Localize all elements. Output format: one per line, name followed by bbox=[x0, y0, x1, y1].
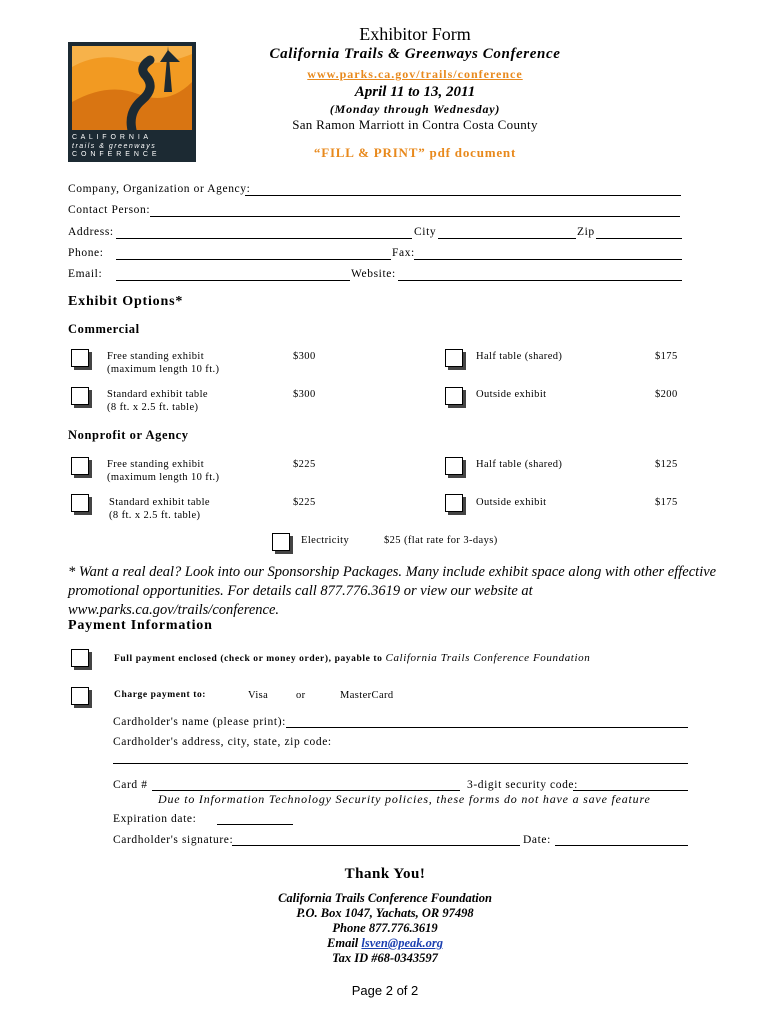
commercial-heading: Commercial bbox=[68, 322, 140, 336]
expiration-label: Expiration date: bbox=[113, 813, 197, 825]
security-policy-note: Due to Information Technology Security policies, these forms do not have a save feature bbox=[158, 792, 651, 806]
option-price: $225 bbox=[293, 459, 316, 470]
conference-url-link[interactable]: www.parks.ca.gov/trails/conference bbox=[307, 67, 523, 81]
zip-field[interactable] bbox=[596, 238, 682, 239]
card-number-label: Card # bbox=[113, 779, 148, 791]
footer-phone: Phone 877.776.3619 bbox=[332, 921, 438, 935]
mastercard-option[interactable]: MasterCard bbox=[340, 690, 394, 701]
conference-venue: San Ramon Marriott in Contra Costa County bbox=[292, 117, 538, 132]
option-label: Outside exhibit bbox=[476, 497, 547, 508]
option-label: Free standing exhibit (maximum length 10 ft.) bbox=[107, 351, 220, 375]
commercial-half-table-checkbox[interactable] bbox=[445, 349, 463, 367]
full-payment-checkbox[interactable] bbox=[71, 649, 89, 667]
commercial-standard-table-checkbox[interactable] bbox=[71, 387, 89, 405]
payment-heading: Payment Information bbox=[68, 618, 213, 633]
fax-field[interactable] bbox=[414, 259, 682, 260]
company-field[interactable] bbox=[245, 195, 681, 196]
footer-org: California Trails Conference Foundation bbox=[278, 891, 492, 905]
cardholder-name-field[interactable] bbox=[286, 727, 688, 728]
sponsorship-note: * Want a real deal? Look into our Sponsorship Packages. Many include exhibit space along with other effective promotional opportunities. For details call 877.776.3619 or view our website at www.parks.ca.gov/trails/conference. bbox=[68, 564, 717, 618]
electricity-price: $25 (flat rate for 3-days) bbox=[384, 535, 498, 546]
charge-payment-label: Charge payment to: bbox=[114, 690, 207, 700]
email-label: Email: bbox=[68, 268, 103, 280]
cardholder-name-label: Cardholder's name (please print): bbox=[113, 716, 286, 728]
expiration-field[interactable] bbox=[217, 824, 293, 825]
option-price: $300 bbox=[293, 351, 316, 362]
conference-logo bbox=[68, 42, 196, 162]
option-price: $175 bbox=[655, 497, 678, 508]
visa-option[interactable]: Visa bbox=[248, 690, 269, 701]
option-price: $175 bbox=[655, 351, 678, 362]
cardholder-address-field[interactable] bbox=[113, 763, 688, 764]
security-code-label: 3-digit security code: bbox=[467, 779, 578, 791]
fax-label: Fax: bbox=[392, 247, 415, 259]
option-label: Standard exhibit table (8 ft. x 2.5 ft. table) bbox=[109, 497, 210, 521]
thank-you: Thank You! bbox=[344, 866, 426, 882]
commercial-outside-checkbox[interactable] bbox=[445, 387, 463, 405]
date-field[interactable] bbox=[555, 845, 688, 846]
email-link[interactable]: lsven@peak.org bbox=[361, 936, 443, 950]
conference-days: (Monday through Wednesday) bbox=[329, 102, 501, 116]
option-label: Free standing exhibit (maximum length 10 ft.) bbox=[107, 459, 220, 483]
fill-print-note: “FILL & PRINT” pdf document bbox=[313, 145, 517, 160]
logo-text: C A L I F O R N I A trails & greenways C O N F E R E N C E bbox=[72, 134, 158, 158]
option-label: Outside exhibit bbox=[476, 389, 547, 400]
zip-label: Zip bbox=[577, 226, 595, 238]
page-number: Page 2 of 2 bbox=[351, 983, 419, 998]
full-payment-text: Full payment enclosed (check or money order), payable to California Trails Conference Foundation bbox=[114, 652, 591, 664]
city-label: City bbox=[414, 226, 437, 238]
address-field[interactable] bbox=[116, 238, 412, 239]
footer-tax-id: Tax ID #68-0343597 bbox=[332, 951, 438, 965]
option-price: $200 bbox=[655, 389, 678, 400]
option-label: Standard exhibit table (8 ft. x 2.5 ft. table) bbox=[107, 389, 208, 413]
nonprofit-heading: Nonprofit or Agency bbox=[68, 428, 189, 442]
security-code-field[interactable] bbox=[573, 790, 688, 791]
email-field[interactable] bbox=[116, 280, 350, 281]
option-price: $300 bbox=[293, 389, 316, 400]
nonprofit-half-table-checkbox[interactable] bbox=[445, 457, 463, 475]
contact-person-label: Contact Person: bbox=[68, 204, 151, 216]
electricity-label: Electricity bbox=[301, 535, 350, 546]
conference-dates: April 11 to 13, 2011 bbox=[354, 84, 476, 100]
nonprofit-outside-checkbox[interactable] bbox=[445, 494, 463, 512]
footer-address: P.O. Box 1047, Yachats, OR 97498 bbox=[296, 906, 474, 920]
option-label: Half table (shared) bbox=[476, 351, 563, 362]
cardholder-address-label: Cardholder's address, city, state, zip code: bbox=[113, 736, 332, 748]
form-title: Exhibitor Form bbox=[359, 24, 471, 44]
city-field[interactable] bbox=[438, 238, 576, 239]
signature-field[interactable] bbox=[232, 845, 520, 846]
card-number-field[interactable] bbox=[152, 790, 460, 791]
footer-email: Email lsven@peak.org bbox=[327, 936, 443, 950]
commercial-free-standing-checkbox[interactable] bbox=[71, 349, 89, 367]
contact-person-field[interactable] bbox=[150, 216, 680, 217]
website-label: Website: bbox=[351, 268, 396, 280]
phone-field[interactable] bbox=[116, 259, 391, 260]
option-label: Half table (shared) bbox=[476, 459, 563, 470]
exhibit-options-heading: Exhibit Options* bbox=[68, 294, 184, 309]
option-price: $125 bbox=[655, 459, 678, 470]
nonprofit-free-standing-checkbox[interactable] bbox=[71, 457, 89, 475]
date-label: Date: bbox=[523, 834, 551, 846]
electricity-checkbox[interactable] bbox=[272, 533, 290, 551]
phone-label: Phone: bbox=[68, 247, 104, 259]
address-label: Address: bbox=[68, 226, 114, 238]
charge-payment-checkbox[interactable] bbox=[71, 687, 89, 705]
option-price: $225 bbox=[293, 497, 316, 508]
or-text: or bbox=[296, 690, 306, 701]
website-field[interactable] bbox=[398, 280, 682, 281]
nonprofit-standard-table-checkbox[interactable] bbox=[71, 494, 89, 512]
conference-name: California Trails & Greenways Conference bbox=[269, 46, 561, 62]
signature-label: Cardholder's signature: bbox=[113, 834, 234, 846]
company-label: Company, Organization or Agency: bbox=[68, 183, 251, 195]
